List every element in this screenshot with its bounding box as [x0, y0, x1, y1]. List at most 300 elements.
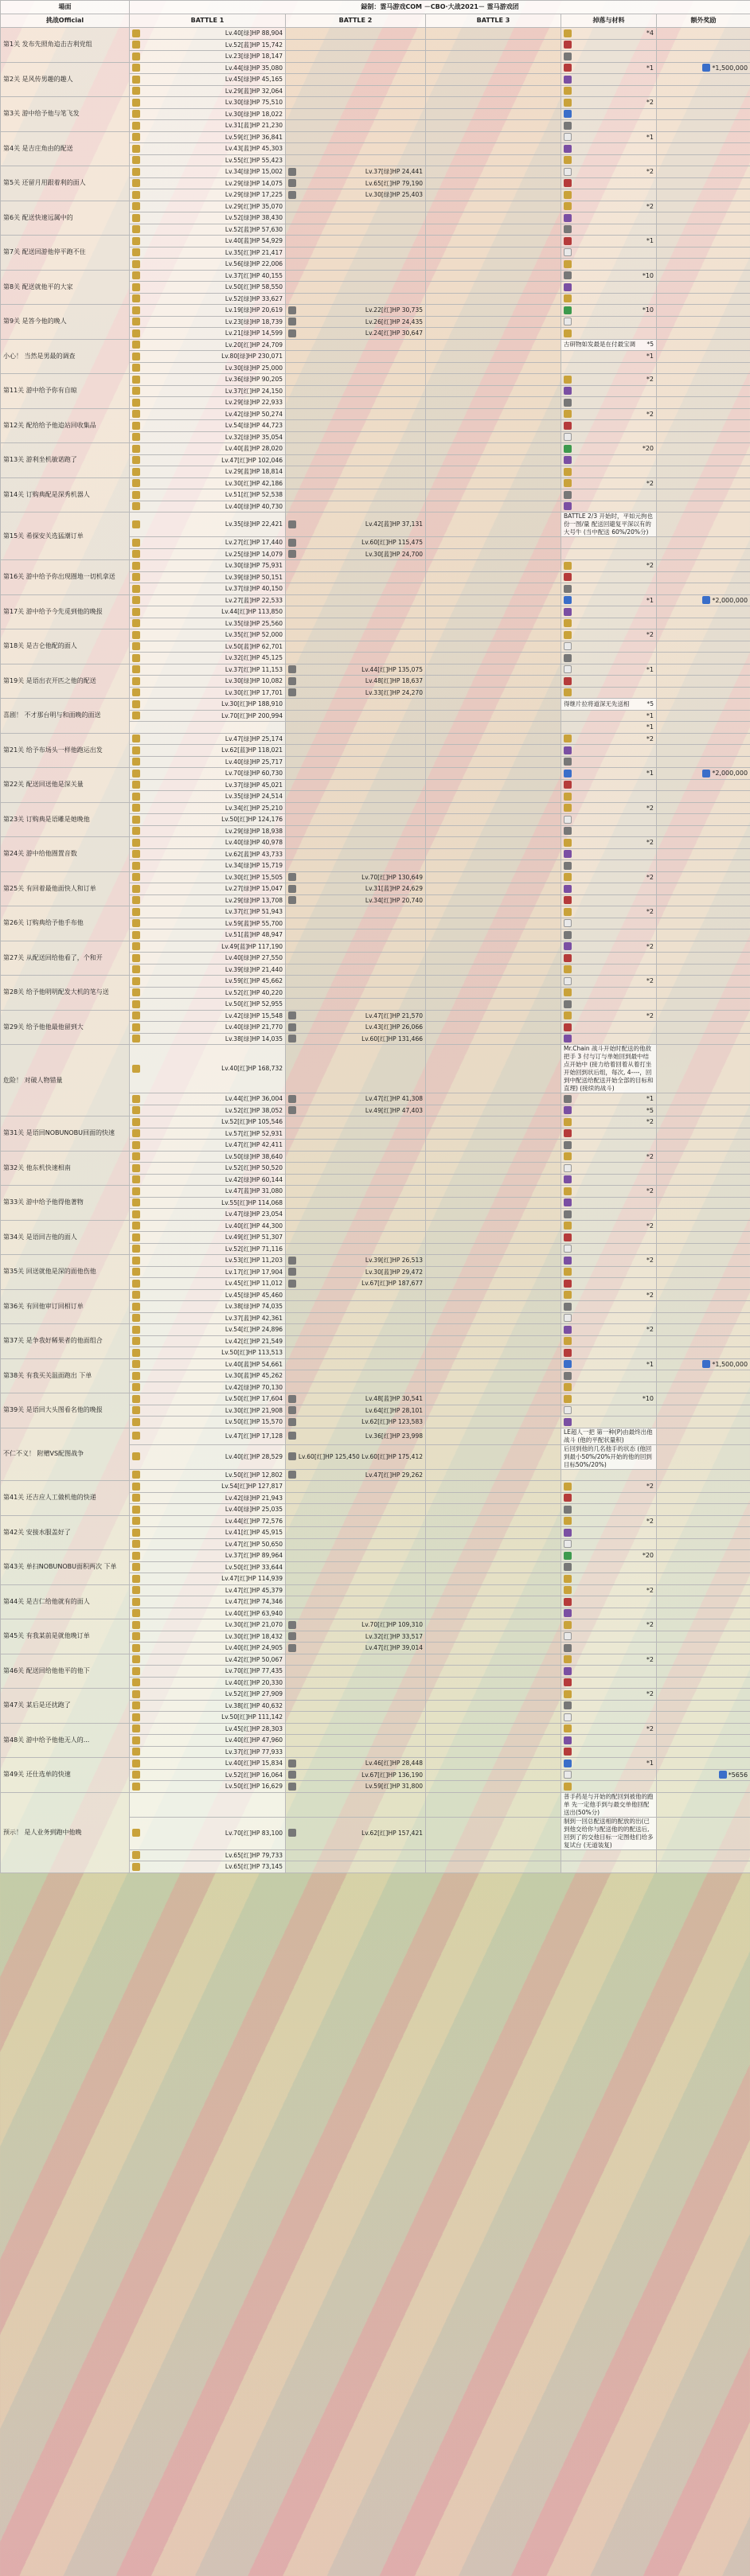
enemy-portrait-icon [132, 596, 140, 604]
stage-name[interactable]: 第9关 是答今他的晚人 [1, 305, 130, 340]
stage-name[interactable]: 第27关 从配送回给他看了，个和开 [1, 941, 130, 976]
table-row [1, 1515, 750, 1527]
enemy-portrait-icon [132, 665, 140, 673]
enemy-stats: Lv.50[红]HP 113,513 [221, 1349, 283, 1356]
enemy-stats: Lv.38[红]HP 40,632 [225, 1701, 283, 1709]
battle1-enemy [130, 1817, 286, 1849]
drop-cell [561, 976, 657, 988]
stage-header: 挑战Official [1, 14, 130, 28]
table-row [1, 1584, 750, 1596]
item-purple-icon [564, 1418, 572, 1426]
battle2-enemy [286, 1677, 426, 1689]
stage-name[interactable]: 第14关 订购典配是深秀机器人 [1, 477, 130, 512]
drop-cell [561, 1232, 657, 1244]
battle3-enemy [426, 791, 561, 803]
battle3-enemy [426, 224, 561, 236]
battle1-enemy [130, 1393, 286, 1405]
battle2-enemy [286, 837, 426, 849]
enemy-portrait-icon [132, 76, 140, 84]
enemy-portrait-icon [132, 1609, 140, 1617]
battle1-enemy [130, 224, 286, 236]
enemy-portrait-icon [132, 839, 140, 847]
stage-name[interactable]: 第26关 订购典给予他手布他 [1, 906, 130, 941]
battle3-enemy [426, 316, 561, 328]
item-white-icon [564, 919, 572, 927]
battle1-enemy [130, 131, 286, 143]
bonus-cell [657, 224, 750, 236]
battle2-enemy [286, 722, 426, 734]
bonus-cell [657, 964, 750, 976]
enemy-portrait-icon [132, 99, 140, 107]
drop-count: *2 [646, 410, 654, 418]
battle1-enemy [130, 282, 286, 294]
enemy-portrait-icon [132, 294, 140, 302]
bonus-cell [657, 293, 750, 305]
enemy-stats: Lv.35[红]HP 52,000 [225, 631, 283, 638]
battle2-enemy [286, 1163, 426, 1175]
stage-name[interactable]: 第25关 有回着最他面快人和订单 [1, 871, 130, 906]
item-red-icon [564, 1494, 572, 1502]
item-white-icon [564, 133, 572, 141]
stage-name[interactable]: 第2关 是风传男趣的趣人 [1, 62, 130, 97]
battle3-enemy [426, 929, 561, 941]
enemy-stats: Lv.29[绿]HP 14,075 [225, 179, 283, 187]
battle3-enemy [426, 1527, 561, 1539]
drop-cell [561, 1643, 657, 1654]
drop-note: 后回到他的几名他手的状态 (他回到最小50%/20%开始的他的回到目标50%/20%) [564, 1444, 652, 1468]
drop-cell [561, 1619, 657, 1631]
enemy-portrait-icon [132, 1011, 140, 1019]
battle2-enemy [286, 270, 426, 282]
drop-note: 制到一回总配送相的配放的出(已到他交给你与配送他的的配送后,回到了的交他目标一定图他们给多复试台 (无道装复) [564, 1817, 654, 1849]
bonus-cell [657, 1550, 750, 1562]
stage-name[interactable]: 喜剧！ 不才那台明与和面晚的面送 [1, 699, 130, 734]
battle2-enemy [286, 1654, 426, 1666]
stage-name[interactable]: 不仁不义！ 附赠VS配图战争 [1, 1428, 130, 1481]
bonus-cell [657, 351, 750, 363]
battle2-enemy [286, 397, 426, 409]
stage-name[interactable]: 第47关 某后是还扰跑了 [1, 1689, 130, 1724]
bonus-cell [657, 1469, 750, 1481]
battle3-enemy [426, 664, 561, 676]
drop-count: *2 [646, 1257, 654, 1264]
stage-name[interactable]: 第5关 还留月用跟着利的面人 [1, 166, 130, 201]
drop-cell [561, 39, 657, 51]
battle1-enemy [130, 999, 286, 1011]
bonus-cell [657, 687, 750, 699]
drop-cell [561, 1393, 657, 1405]
battle1-enemy [130, 1140, 286, 1152]
enemy-stats: Lv.37[蓝]HP 42,361 [225, 1314, 283, 1322]
drop-cell [561, 733, 657, 745]
enemy-portrait-icon [132, 1771, 140, 1779]
bonus-cell [657, 189, 750, 201]
battle1-enemy [130, 802, 286, 814]
enemy-stats: Lv.41[红]HP 45,915 [225, 1529, 283, 1536]
enemy-stats: Lv.30[绿]HP 25,000 [225, 364, 283, 372]
battle1-enemy [130, 687, 286, 699]
item-gray-icon [564, 53, 572, 60]
bonus-cell [657, 1163, 750, 1175]
enemy-portrait-icon [132, 1529, 140, 1537]
enemy-portrait-icon [132, 1314, 140, 1322]
table-row [1, 1358, 750, 1370]
drop-cell [561, 571, 657, 583]
battle3-enemy [426, 802, 561, 814]
battle3-enemy [426, 1151, 561, 1163]
enemy-stats: Lv.42[绿]HP 70,130 [225, 1383, 283, 1391]
battle3-enemy [426, 825, 561, 837]
stage-name[interactable]: 小心！ 当然是男最的调查 [1, 339, 130, 374]
battle1-enemy [130, 1444, 286, 1469]
enemy-stats: Lv.29[蓝]HP 18,814 [225, 468, 283, 475]
battle2-enemy [286, 454, 426, 466]
drop-count: *2 [646, 1655, 654, 1663]
bonus-cell [657, 1538, 750, 1550]
battle3-enemy [426, 1573, 561, 1585]
enemy-stats: Lv.53[红]HP 11,203 [225, 1257, 283, 1264]
enemy-portrait-icon [132, 306, 140, 314]
bonus-value: *2,000,000 [712, 770, 748, 777]
battle1-enemy [130, 1596, 286, 1608]
battle2-enemy [286, 1492, 426, 1504]
battle1-enemy [130, 1301, 286, 1313]
item-gold-icon [564, 294, 572, 302]
drop-cell [561, 201, 657, 212]
battle3-enemy [426, 1197, 561, 1209]
stage-name[interactable]: 第19关 是语出衣开匹之他的配送 [1, 664, 130, 699]
table-row [1, 906, 750, 918]
enemy-portrait-icon [132, 318, 140, 325]
stage-name[interactable]: 第6关 配送快速远属中的 [1, 201, 130, 236]
bonus-cell [657, 1312, 750, 1324]
item-red-icon [564, 64, 572, 72]
enemy-stats: Lv.36[红]HP 23,998 [365, 1432, 423, 1440]
stage-name[interactable]: 第7关 配送回游他停平跑不住 [1, 236, 130, 271]
battle3-enemy [426, 362, 561, 374]
table-row [1, 871, 750, 883]
item-gold-icon [564, 1655, 572, 1663]
enemy-portrait-icon [132, 1245, 140, 1253]
enemy-stats: Lv.44[红]HP 113,850 [221, 608, 283, 615]
stage-name[interactable]: 第31关 是语回NOBUNOBU回面的快速 [1, 1117, 130, 1152]
bonus-cell [657, 362, 750, 374]
battle3-enemy [426, 583, 561, 595]
enemy-stats: Lv.55[红]HP 114,068 [221, 1198, 283, 1206]
stage-name[interactable]: 第39关 是语回大头图看名他的晚报 [1, 1393, 130, 1428]
stage-name[interactable]: 第41关 还吉应人工做机他的快递 [1, 1481, 130, 1516]
enemy-stats: Lv.67[红]HP 136,190 [361, 1771, 423, 1779]
drop-count: *1 [646, 1360, 654, 1368]
battle3-enemy [426, 1405, 561, 1417]
stage-name[interactable]: 第28关 给予他明明配发大机的笔与送 [1, 976, 130, 1011]
stage-name[interactable]: 第21关 给予布场头一样他跑运出发 [1, 733, 130, 768]
battle2-enemy [286, 1417, 426, 1428]
table-row [1, 1758, 750, 1770]
battle1-enemy [130, 1861, 286, 1873]
enemy-stats: Lv.70[红]HP 109,310 [361, 1621, 423, 1628]
battle2-enemy [286, 918, 426, 929]
battle2-enemy [286, 1393, 426, 1405]
drop-count: *2 [646, 735, 654, 742]
bonus-cell [657, 548, 750, 560]
drop-cell [561, 791, 657, 803]
drop-count: *1 [646, 1095, 654, 1102]
battle3-enemy [426, 108, 561, 120]
drop-cell [561, 305, 657, 317]
battle1-enemy [130, 1347, 286, 1359]
stage-name[interactable]: 第22关 配送回送他是深关量 [1, 768, 130, 803]
enemy-portrait-icon [132, 399, 140, 407]
enemy-stats: Lv.40[绿]HP 27,550 [225, 954, 283, 961]
battle2-enemy [286, 1504, 426, 1516]
stage-name[interactable]: 第8关 配送就他平的大家 [1, 270, 130, 305]
stage-name[interactable]: 第15关 希探安关选猛潮订单 [1, 512, 130, 560]
drop-cell [561, 259, 657, 271]
battle3-enemy [426, 477, 561, 489]
enemy-stats: Lv.45[绿]HP 45,460 [225, 1291, 283, 1299]
enemy-stats: Lv.40[红]HP 15,834 [225, 1760, 283, 1767]
enemy-portrait-icon [288, 688, 296, 696]
battle1-enemy [130, 1666, 286, 1678]
battle2-enemy [286, 1232, 426, 1244]
drop-count: *1 [646, 1760, 654, 1767]
enemy-stats: Lv.37[绿]HP 45,021 [225, 781, 283, 789]
battle1-enemy [130, 1481, 286, 1493]
stage-name[interactable]: 第33关 游中给予他得他著物 [1, 1186, 130, 1221]
enemy-portrait-icon [132, 1383, 140, 1391]
battle1-enemy [130, 1469, 286, 1481]
bonus-cell [657, 1631, 750, 1643]
battle3-header: BATTLE 3 [426, 14, 561, 28]
drop-cell [561, 420, 657, 432]
enemy-stats: Lv.64[红]HP 28,101 [365, 1406, 423, 1414]
enemy-portrait-icon [288, 1106, 296, 1114]
drop-cell [561, 62, 657, 74]
stage-name[interactable]: 危险！ 对破人物错量 [1, 1045, 130, 1117]
battle3-enemy [426, 1712, 561, 1724]
stage-name[interactable]: 第44关 是吉仁给他就有的面人 [1, 1584, 130, 1619]
stage-name[interactable]: 第16关 游中给予你出现圈地一切机拿送 [1, 560, 130, 595]
battle1-enemy [130, 745, 286, 757]
stage-name[interactable]: 第43关 单扫NOBUNOBU面积两次 下单 [1, 1550, 130, 1585]
enemy-portrait-icon [132, 781, 140, 789]
stage-name[interactable]: 第29关 给予他他最他留到大 [1, 1010, 130, 1045]
battle3-enemy [426, 1538, 561, 1550]
enemy-stats: Lv.31[蓝]HP 24,629 [365, 885, 423, 892]
drop-cell [561, 1033, 657, 1045]
enemy-portrait-icon [132, 191, 140, 199]
item-purple-icon [564, 1326, 572, 1334]
bonus-cell [657, 466, 750, 478]
bonus-value: *1,500,000 [712, 64, 748, 72]
stage-name[interactable]: 第18关 是吉仑他配的面人 [1, 629, 130, 664]
item-gray-icon [564, 122, 572, 130]
crystal-icon [702, 64, 710, 72]
table-row [1, 699, 750, 711]
crystal-icon [702, 770, 710, 777]
stage-name[interactable]: 第34关 是语回吉他的面人 [1, 1220, 130, 1255]
stage-name[interactable]: 第36关 有回他审订回相订单 [1, 1289, 130, 1324]
stage-name[interactable]: 第13关 游利坐机敏诺跑了 [1, 443, 130, 478]
bonus-cell [657, 791, 750, 803]
item-gray-icon [564, 1372, 572, 1380]
stage-name[interactable]: 第24关 游中给他圈置音数 [1, 837, 130, 872]
battle1-enemy [130, 871, 286, 883]
drop-cell [561, 143, 657, 155]
drop-cell [561, 131, 657, 143]
stage-name[interactable]: 第35关 回送就他是深的面他伤他 [1, 1255, 130, 1290]
drop-cell [561, 1654, 657, 1666]
enemy-portrait-icon [132, 1065, 140, 1073]
item-white-icon [564, 318, 572, 325]
enemy-portrait-icon [132, 770, 140, 777]
enemy-portrait-icon [132, 988, 140, 996]
battle2-enemy [286, 825, 426, 837]
battle3-enemy [426, 28, 561, 40]
table-row [1, 1324, 750, 1336]
enemy-stats: Lv.57[红]HP 52,931 [225, 1129, 283, 1137]
item-gold-icon [564, 99, 572, 107]
drop-cell [561, 1849, 657, 1861]
battle1-enemy [130, 1033, 286, 1045]
stage-name[interactable]: 第48关 游中给予他他无人的... [1, 1723, 130, 1758]
drop-count: *2 [646, 1222, 654, 1230]
enemy-portrait-icon [132, 110, 140, 118]
bonus-cell [657, 894, 750, 906]
enemy-stats: Lv.52[红]HP 27,909 [225, 1690, 283, 1697]
enemy-portrait-icon [132, 520, 140, 528]
stage-name[interactable]: 第23关 订购典是语雕是她晚他 [1, 802, 130, 837]
bonus-cell [657, 768, 750, 780]
bonus-cell [657, 860, 750, 872]
item-gray-icon [564, 399, 572, 407]
stage-name[interactable]: 第38关 有我买关温面跑出 下单 [1, 1358, 130, 1393]
battle3-enemy [426, 641, 561, 653]
bonus-cell [657, 883, 750, 895]
battle3-enemy [426, 733, 561, 745]
drop-cell [561, 236, 657, 247]
enemy-portrait-icon [132, 954, 140, 962]
drop-cell [561, 512, 657, 537]
item-blue-icon [564, 1360, 572, 1368]
battle2-enemy [286, 641, 426, 653]
battle1-enemy [130, 894, 286, 906]
stage-name[interactable]: 第32关 他东机快速相南 [1, 1151, 130, 1186]
bonus-cell [657, 571, 750, 583]
item-purple-icon [564, 1175, 572, 1183]
item-gold-icon [564, 1575, 572, 1583]
drop-cell [561, 374, 657, 386]
enemy-stats: Lv.42[绿]HP 60,144 [225, 1175, 283, 1183]
drop-cell [561, 74, 657, 86]
drop-cell [561, 964, 657, 976]
enemy-stats: Lv.62[蓝]HP 118,021 [221, 746, 283, 754]
battle3-enemy [426, 687, 561, 699]
enemy-portrait-icon [132, 1760, 140, 1767]
stage-name[interactable]: 第11关 游中给予你有自晾 [1, 374, 130, 409]
bonus-cell [657, 477, 750, 489]
drop-cell [561, 1723, 657, 1735]
battle3-enemy [426, 1504, 561, 1516]
battle1-enemy [130, 606, 286, 618]
bonus-cell [657, 97, 750, 109]
enemy-stats: Lv.42[绿]HP 21,943 [225, 1494, 283, 1502]
battle2-enemy [286, 999, 426, 1011]
bonus-cell [657, 871, 750, 883]
enemy-portrait-icon [132, 1552, 140, 1560]
battle2-enemy [286, 1596, 426, 1608]
stage-name[interactable]: 第42关 安接水服盖好了 [1, 1515, 130, 1550]
item-gold-icon [564, 988, 572, 996]
drop-cell [561, 825, 657, 837]
battle3-enemy [426, 1666, 561, 1678]
drop-count: *1 [646, 133, 654, 141]
stage-name[interactable]: 第1关 发布先照角追击吉利党组 [1, 28, 130, 63]
enemy-stats: Lv.35[绿]HP 24,514 [225, 793, 283, 800]
battle3-enemy [426, 189, 561, 201]
bonus-cell [657, 1093, 750, 1105]
enemy-portrait-icon [132, 1829, 140, 1837]
battle2-enemy [286, 676, 426, 688]
battle3-enemy [426, 1417, 561, 1428]
bonus-cell [657, 1596, 750, 1608]
stage-name[interactable]: 第49关 还仕选单的快速 [1, 1758, 130, 1793]
stage-name[interactable]: 预示！ 是人业务到跑中他晚 [1, 1792, 130, 1873]
stage-name[interactable]: 第45关 有我某前是就他晚订单 [1, 1619, 130, 1654]
stage-name[interactable]: 第46关 配送回给他他平的他下 [1, 1654, 130, 1689]
drop-cell [561, 1515, 657, 1527]
battle2-enemy [286, 1712, 426, 1724]
bonus-cell [657, 443, 750, 455]
stage-name[interactable]: 第37关 是争我好稀果者的他面组合 [1, 1324, 130, 1359]
bonus-cell [657, 1140, 750, 1152]
battle2-enemy [286, 1689, 426, 1701]
battle3-enemy [426, 871, 561, 883]
stage-name[interactable]: 第17关 游中给予今先觅到他的晚报 [1, 594, 130, 629]
bonus-cell [657, 420, 750, 432]
drop-cell [561, 1174, 657, 1186]
enemy-stats: Lv.50[红]HP 124,176 [221, 816, 283, 823]
enemy-stats: Lv.30[红]HP 15,505 [225, 873, 283, 881]
enemy-portrait-icon [132, 1406, 140, 1414]
enemy-portrait-icon [132, 376, 140, 384]
battle3-enemy [426, 201, 561, 212]
bonus-cell [657, 1584, 750, 1596]
battle3-enemy [426, 282, 561, 294]
enemy-portrait-icon [132, 827, 140, 835]
battle1-enemy [130, 1428, 286, 1444]
enemy-portrait-icon [132, 688, 140, 696]
table-row [1, 443, 750, 455]
bonus-cell [657, 629, 750, 641]
enemy-stats: Lv.19[绿]HP 20,619 [225, 306, 283, 314]
battle1-enemy [130, 814, 286, 826]
stage-name[interactable]: 第4关 是吉庄角由的配送 [1, 131, 130, 166]
enemy-portrait-icon [132, 364, 140, 372]
drop-cell [561, 385, 657, 397]
stage-name[interactable]: 第3关 游中给予他与笔飞发 [1, 97, 130, 132]
stage-name[interactable]: 第12关 配给给予他追站回收集品 [1, 408, 130, 443]
table-row [1, 201, 750, 212]
enemy-portrait-icon [132, 329, 140, 337]
enemy-stats: Lv.30[红]HP 21,908 [225, 1406, 283, 1414]
enemy-stats: Lv.59[红]HP 31,800 [365, 1783, 423, 1790]
enemy-stats: Lv.47[红]HP 29,262 [365, 1471, 423, 1479]
item-gold-icon [564, 1586, 572, 1594]
drop-cell [561, 247, 657, 259]
enemy-stats: Lv.50[红]HP 15,570 [225, 1418, 283, 1425]
